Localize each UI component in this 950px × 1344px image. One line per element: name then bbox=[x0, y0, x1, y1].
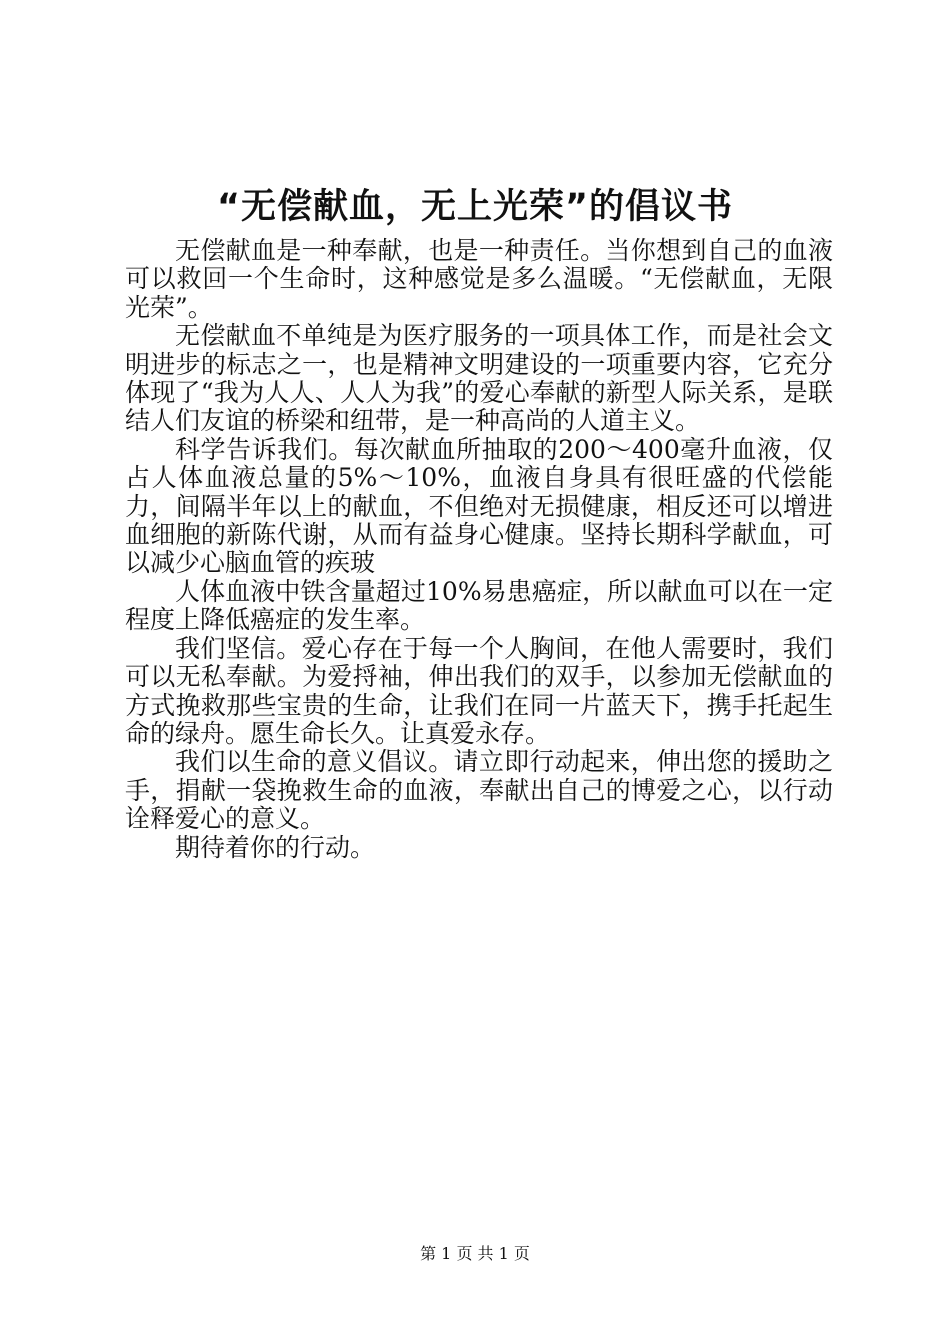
paragraph-4: 人体血液中铁含量超过10%易患癌症，所以献血可以在一定程度上降低癌症的发生率。 bbox=[125, 576, 833, 635]
paragraph-2: 无偿献血不单纯是为医疗服务的一项具体工作，而是社会文明进步的标志之一，也是精神文明建设的一项重要内容，它充分体现了“我为人人、人人为我”的爱心奉献的新型人际关系，是联结人们友谊的桥梁和纽带，是一种高尚的人道主义。 bbox=[125, 321, 833, 436]
paragraph-3: 科学告诉我们。每次献血所抽取的200～400毫升血液，仅占人体血液总量的5%～10%，血液自身具有很旺盛的代偿能力，间隔半年以上的献血，不但绝对无损健康，相反还可以增进血细胞的新陈代谢，从而有益身心健康。坚持长期科学献血，可以减少心脑血管的疾玻 bbox=[125, 434, 833, 578]
document-body bbox=[125, 237, 833, 862]
paragraph-6: 我们以生命的意义倡议。请立即行动起来，伸出您的援助之手，捐献一袋挽救生命的血液，奉献出自己的博爱之心，以行动诠释爱心的意义。 bbox=[125, 747, 833, 834]
document-title: “无偿献血，无上光荣”的倡议书 bbox=[216, 187, 733, 227]
page-footer: 第 1 页 共 1 页 bbox=[420, 1244, 530, 1263]
paragraph-1: 无偿献血是一种奉献，也是一种责任。当你想到自己的血液可以救回一个生命时，这种感觉是多么温暖。“无偿献血，无限光荣”。 bbox=[125, 236, 833, 322]
paragraph-5: 我们坚信。爱心存在于每一个人胸间，在他人需要时，我们可以无私奉献。为爱捋袖，伸出我们的双手，以参加无偿献血的方式挽救那些宝贵的生命，让我们在同一片蓝天下，携手托起生命的绿舟。愿生命长久。让真爱永存。 bbox=[125, 633, 833, 748]
paragraph-7: 期待着你的行动。 bbox=[175, 832, 376, 862]
